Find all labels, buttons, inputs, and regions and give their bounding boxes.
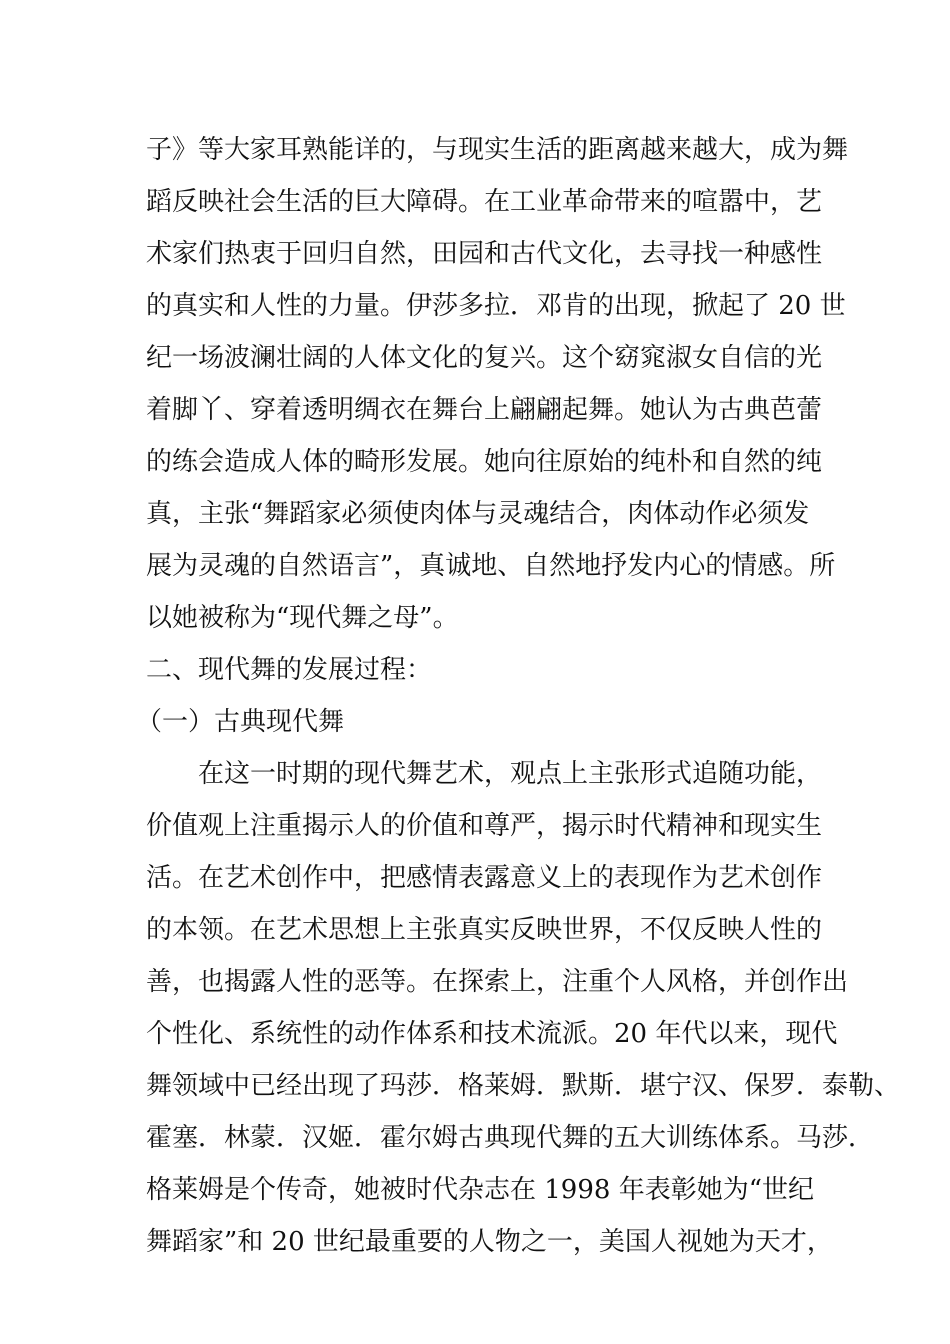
- paragraph-line: 纪一场波澜壮阔的人体文化的复兴。这个窈窕淑女自信的光: [146, 343, 823, 373]
- paragraph-line: 舞蹈家”和 20 世纪最重要的人物之一，美国人视她为天才，: [146, 1227, 833, 1257]
- subsection-heading: （一）古典现代舞: [136, 707, 345, 737]
- body-text: [136, 124, 901, 1268]
- paragraph-line: 展为灵魂的自然语言”，真诚地、自然地抒发内心的情感。所: [146, 551, 836, 581]
- paragraph-line: 着脚丫、穿着透明绸衣在舞台上翩翩起舞。她认为古典芭蕾: [146, 395, 823, 425]
- paragraph-line: 子》等大家耳熟能详的，与现实生活的距离越来越大，成为舞: [146, 135, 849, 165]
- paragraph-first-line: 在这一时期的现代舞艺术，观点上主张形式追随功能，: [198, 759, 823, 789]
- paragraph-line: 以她被称为“现代舞之母”。: [146, 603, 459, 633]
- paragraph-line: 霍塞．林蒙．汉姬．霍尔姆古典现代舞的五大训练体系。马莎．: [146, 1123, 875, 1153]
- paragraph-line: 的真实和人性的力量。伊莎多拉．邓肯的出现，掀起了 20 世: [146, 291, 846, 321]
- paragraph-line: 善，也揭露人性的恶等。在探索上，注重个人风格，并创作出: [146, 967, 849, 997]
- paragraph-line: 真，主张“舞蹈家必须使肉体与灵魂结合，肉体动作必须发: [146, 499, 810, 529]
- paragraph-line: 格莱姆是个传奇，她被时代杂志在 1998 年表彰她为“世纪: [146, 1175, 814, 1205]
- paragraph-line: 活。在艺术创作中，把感情表露意义上的表现作为艺术创作: [146, 863, 823, 893]
- paragraph-line: 蹈反映社会生活的巨大障碍。在工业革命带来的喧嚣中，艺: [146, 187, 823, 217]
- paragraph-line: 价值观上注重揭示人的价值和尊严，揭示时代精神和现实生: [146, 811, 823, 841]
- paragraph-line: 术家们热衷于回归自然，田园和古代文化，去寻找一种感性: [146, 239, 823, 269]
- paragraph-line: 的本领。在艺术思想上主张真实反映世界，不仅反映人性的: [146, 915, 823, 945]
- paragraph-line: 的练会造成人体的畸形发展。她向往原始的纯朴和自然的纯: [146, 447, 823, 477]
- paragraph-line: 舞领域中已经出现了玛莎．格莱姆．默斯．堪宁汉、保罗．泰勒、: [146, 1071, 901, 1101]
- section-heading: 二、现代舞的发展过程：: [146, 655, 433, 685]
- paragraph-line: 个性化、系统性的动作体系和技术流派。20 年代以来，现代: [146, 1019, 838, 1049]
